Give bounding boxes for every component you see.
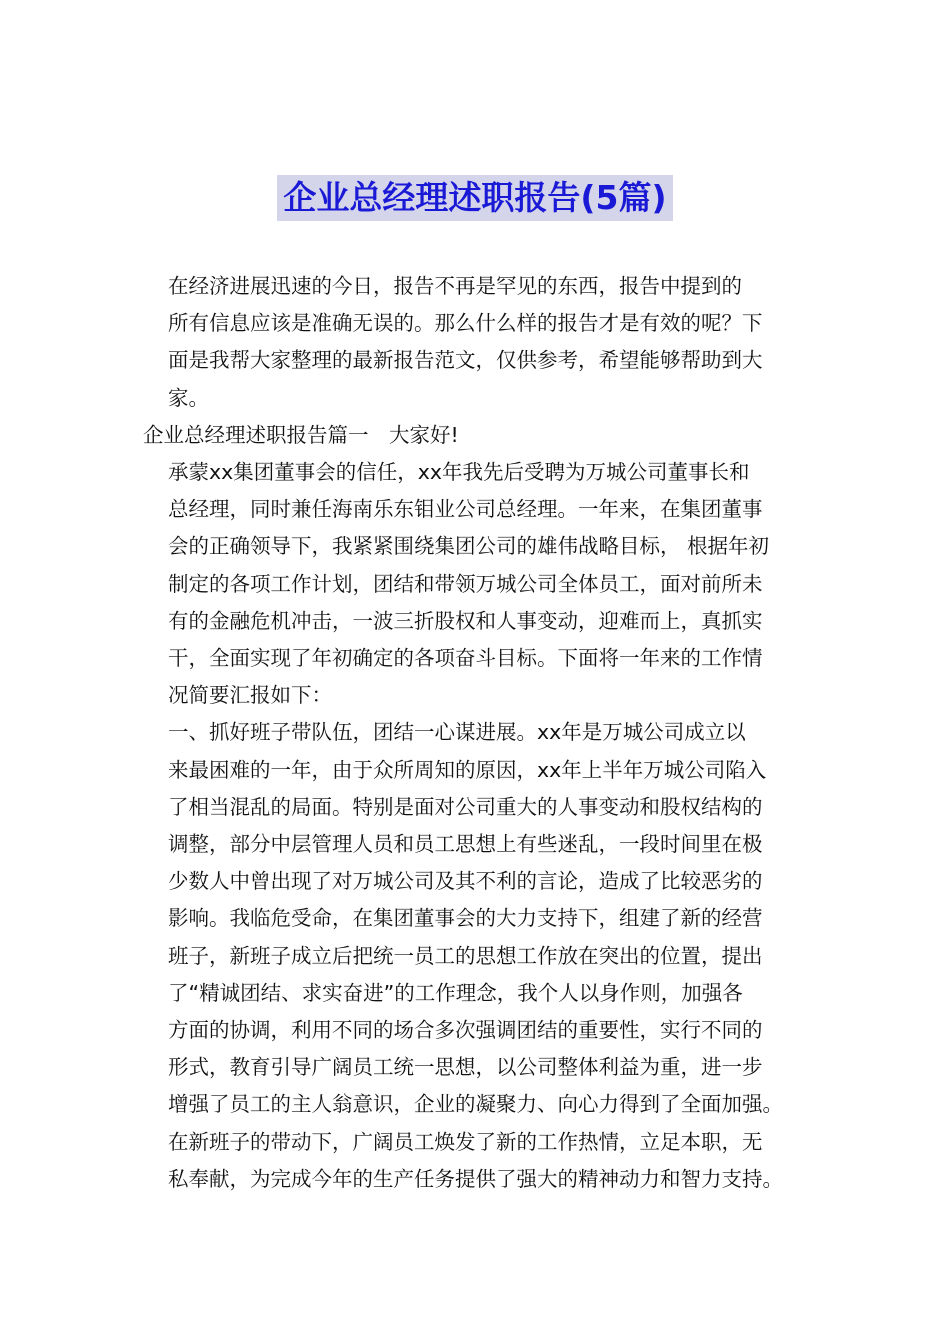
paragraph xyxy=(143,268,823,417)
text-line: 在新班子的带动下，广阔员工焕发了新的工作热情，立足本职，无 xyxy=(168,1129,763,1154)
text-line: 了“精诚团结、求实奋进”的工作理念，我个人以身作则，加强各 xyxy=(168,980,743,1005)
text-line: 班子，新班子成立后把统一员工的思想工作放在突出的位置，提出 xyxy=(168,943,763,968)
text-line: 干，全面实现了年初确定的各项奋斗目标。下面将一年来的工作情 xyxy=(168,646,763,671)
text-line: 承蒙xx集团董事会的信任，xx年我先后受聘为万城公司董事长和 xyxy=(168,460,750,485)
text-line: 一、抓好班子带队伍，团结一心谋进展。xx年是万城公司成立以 xyxy=(168,720,746,745)
text-line: 总经理，同时兼任海南乐东钼业公司总经理。一年来，在集团董事 xyxy=(168,497,763,522)
document-body xyxy=(143,268,823,1198)
text-line: 增强了员工的主人翁意识，企业的凝聚力、向心力得到了全面加强。 xyxy=(168,1092,783,1117)
text-line: 私奉献，为完成今年的生产任务提供了强大的精神动力和智力支持。 xyxy=(168,1166,783,1191)
text-line: 影响。我临危受命，在集团董事会的大力支持下，组建了新的经营 xyxy=(168,906,763,931)
title-container xyxy=(0,175,950,221)
text-line: 了相当混乱的局面。特别是面对公司重大的人事变动和股权结构的 xyxy=(168,794,763,819)
text-line: 家。 xyxy=(168,385,209,410)
text-line: 在经济进展迅速的今日，报告不再是罕见的东西，报告中提到的 xyxy=(168,274,742,298)
text-line: 企业总经理述职报告篇一 大家好! xyxy=(143,422,459,447)
text-line: 所有信息应该是准确无误的。那么什么样的报告才是有效的呢？下 xyxy=(168,311,763,336)
paragraph xyxy=(143,417,823,454)
text-line: 少数人中曾出现了对万城公司及其不利的言论，造成了比较恶劣的 xyxy=(168,869,763,894)
text-line: 来最困难的一年，由于众所周知的原因，xx年上半年万城公司陷入 xyxy=(168,757,767,782)
text-line: 调整，部分中层管理人员和员工思想上有些迷乱，一段时间里在极 xyxy=(168,832,763,857)
paragraph xyxy=(143,454,823,714)
text-line: 方面的协调，利用不同的场合多次强调团结的重要性，实行不同的 xyxy=(168,1018,763,1043)
text-line: 况简要汇报如下： xyxy=(168,683,332,708)
text-line: 有的金融危机冲击，一波三折股权和人事变动，迎难而上，真抓实 xyxy=(168,608,763,633)
text-line: 形式，教育引导广阔员工统一思想，以公司整体利益为重，进一步 xyxy=(168,1055,763,1080)
text-line: 面是我帮大家整理的最新报告范文，仅供参考，希望能够帮助到大 xyxy=(168,348,763,373)
document-title: 企业总经理述职报告(5篇) xyxy=(277,175,672,221)
text-line: 制定的各项工作计划，团结和带领万城公司全体员工，面对前所未 xyxy=(168,571,763,596)
paragraph xyxy=(143,714,823,1198)
text-line: 会的正确领导下，我紧紧围绕集团公司的雄伟战略目标， 根据年初 xyxy=(168,534,770,559)
